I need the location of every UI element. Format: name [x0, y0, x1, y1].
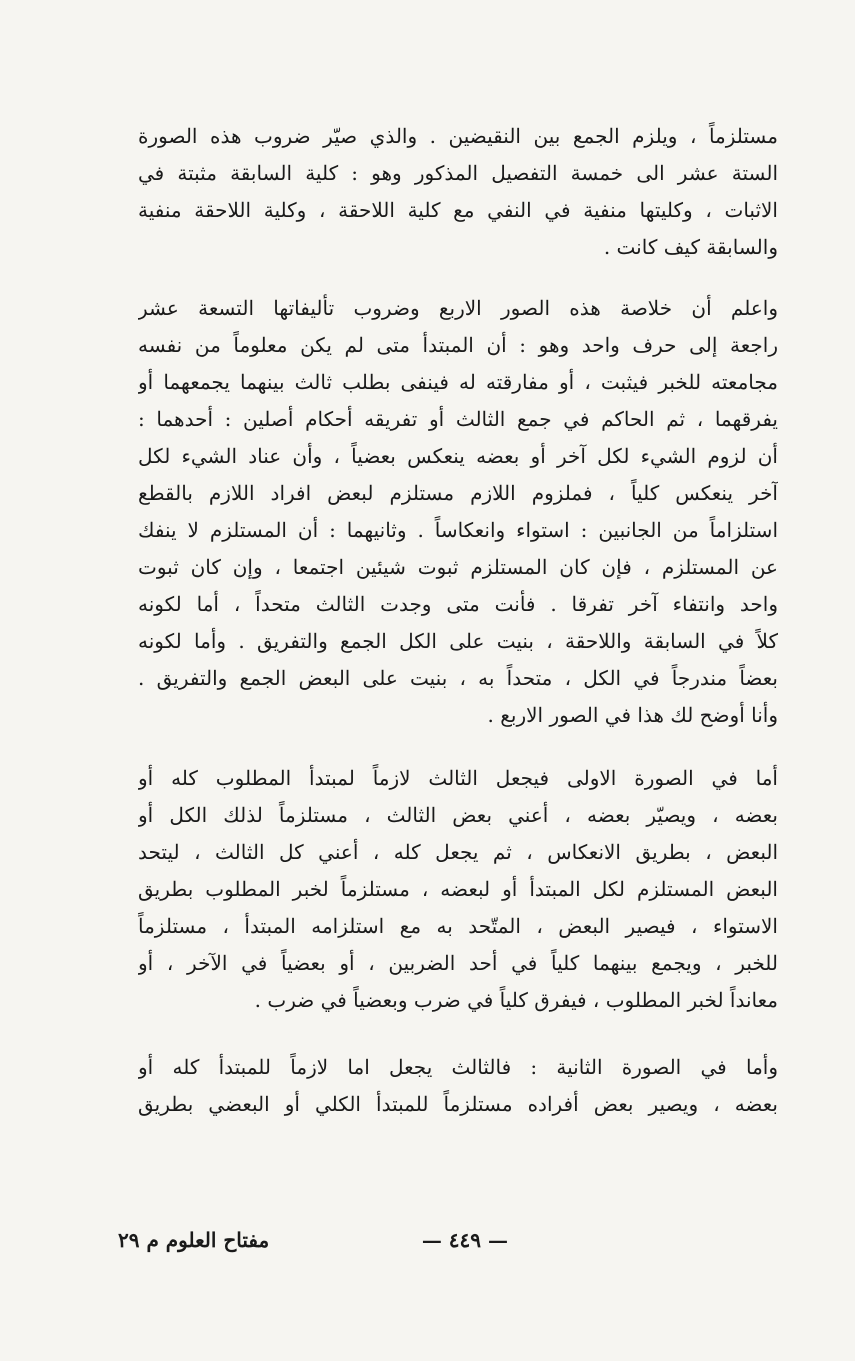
page-number: — ٤٤٩ — — [421, 1228, 508, 1252]
page-footer — [118, 1222, 508, 1258]
paragraph-4 — [138, 1049, 778, 1123]
text-line: البعض المستلزم لكل المبتدأ أو لبعضه ، مستلزماً لخبر المطلوب بطريق — [138, 877, 778, 901]
text-line: بعضاً مندرجاً في الكل ، متحداً به ، بنيت على البعض الجمع والتفريق . — [138, 666, 778, 690]
paragraph-2 — [138, 290, 778, 734]
text-line: للخبر ، ويجمع بينهما كلياً في أحد الضربين ، أو بعضياً في الآخر ، أو — [138, 951, 778, 975]
text-line: استلزاماً من الجانبين : استواء وانعكاساً . وثانيهما : أن المستلزم لا ينفك — [138, 518, 778, 542]
text-line: واعلم أن خلاصة هذه الصور الاربع وضروب تأليفاتها التسعة عشر — [138, 296, 778, 320]
page-body — [138, 118, 778, 1123]
text-line: أما في الصورة الاولى فيجعل الثالث لازماً لمبتدأ المطلوب كله أو — [138, 766, 778, 790]
text-line: وأنا أوضح لك هذا في الصور الاربع . — [487, 703, 778, 727]
text-line: وأما في الصورة الثانية : فالثالث يجعل اما لازماً للمبتدأ كله أو — [138, 1055, 778, 1079]
text-line: معانداً لخبر المطلوب ، فيفرق كلياً في ضرب وبعضياً في ضرب . — [254, 988, 778, 1012]
text-line: والسابقة كيف كانت . — [603, 235, 778, 259]
text-line: آخر ينعكس كلياً ، فملزوم اللازم مستلزم لبعض افراد اللازم بالقطع — [138, 481, 778, 505]
text-line: يفرقهما ، ثم الحاكم في جمع الثالث أو تفريقه أحكام أصلين : أحدهما : — [138, 407, 778, 431]
text-line: بعضه ، ويصيّر بعضه ، أعني بعض الثالث ، مستلزماً لذلك الكل أو — [138, 803, 778, 827]
text-line: مستلزماً ، ويلزم الجمع بين النقيضين . والذي صيّر ضروب هذه الصورة — [138, 124, 778, 148]
text-line: عن المستلزم ، فإن كان المستلزم ثبوت شيئين اجتمعا ، وإن كان ثبوت — [138, 555, 778, 579]
text-line: أن لزوم الشيء لكل آخر أو بعضه ينعكس بعضياً ، وأن عناد الشيء لكل — [138, 444, 778, 468]
text-line: الاستواء ، فيصير البعض ، المتّحد به مع استلزامه المبتدأ ، مستلزماً — [138, 914, 778, 938]
text-line: واحد وانتفاء آخر تفرقا . فأنت متى وجدت الثالث متحداً ، أما لكونه — [138, 592, 778, 616]
book-title-footer: مفتاح العلوم م ٢٩ — [118, 1228, 270, 1252]
text-line: مجامعته للخبر فيثبت ، أو مفارقته له فينفى بطلب ثالث بينهما يجمعهما أو — [138, 370, 778, 394]
text-line: الاثبات ، وكليتها منفية في النفي مع كلية اللاحقة ، وكلية اللاحقة منفية — [138, 198, 778, 222]
text-line: راجعة إلى حرف واحد وهو : أن المبتدأ متى لم يكن معلوماً من نفسه — [138, 333, 778, 357]
text-line: البعض ، بطريق الانعكاس ، ثم يجعل كله ، أعني كل الثالث ، ليتحد — [138, 840, 778, 864]
text-line: بعضه ، ويصير بعض أفراده مستلزماً للمبتدأ الكلي أو البعضي بطريق — [138, 1092, 778, 1116]
text-line: الستة عشر الى خمسة التفصيل المذكور وهو : كلية السابقة مثبتة في — [138, 161, 778, 185]
paragraph-3 — [138, 760, 778, 1019]
paragraph-1 — [138, 118, 778, 266]
text-line: كلاً في السابقة واللاحقة ، بنيت على الكل الجمع والتفريق . وأما لكونه — [138, 629, 778, 653]
